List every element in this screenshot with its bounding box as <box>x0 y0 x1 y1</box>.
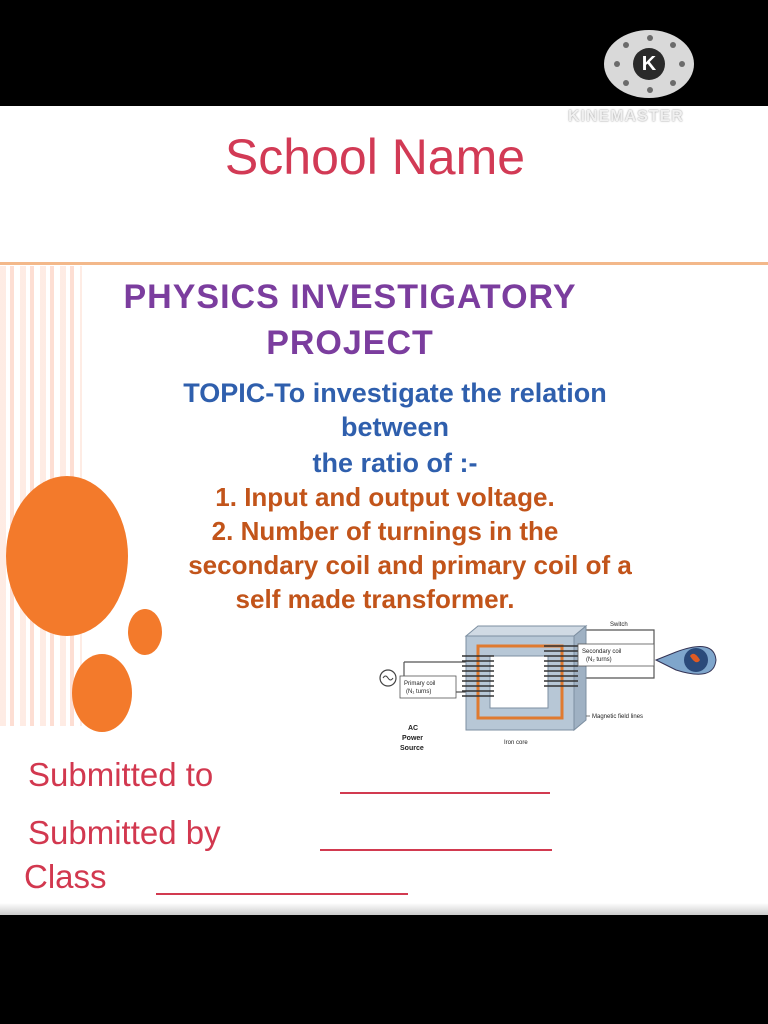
decorative-circle-medium <box>72 654 132 732</box>
submitted-by-line <box>320 849 552 851</box>
ac-label: AC <box>408 725 419 732</box>
logo-letter: K <box>633 48 665 80</box>
iron-core-label: Iron core <box>504 740 528 746</box>
primary-coil-label: Primary coil <box>404 681 436 687</box>
submitted-by-label: Submitted by <box>28 814 221 851</box>
school-name: School Name <box>224 129 526 185</box>
primary-coil-sub: (N₁ turns) <box>406 689 432 695</box>
source-label: Source <box>400 745 424 752</box>
topic-item1: 1. Input and output voltage. <box>215 482 555 512</box>
magnetic-field-label: Magnetic field lines <box>592 714 644 720</box>
power-label: Power <box>402 735 424 742</box>
submitted-to-line <box>340 792 550 794</box>
topic-item4: self made transformer. <box>235 584 515 614</box>
kinemaster-logo-icon <box>604 30 694 98</box>
topic-item3: secondary coil and primary coil of a <box>188 550 632 580</box>
page-bottom-edge <box>0 903 768 915</box>
topic-line2: between <box>340 412 450 442</box>
class-line <box>156 893 408 895</box>
secondary-coil-label: Secondary coil <box>582 649 622 655</box>
switch-label: Switch <box>610 622 628 628</box>
kinemaster-watermark: KINEMASTER <box>568 108 684 125</box>
secondary-coil-sub: (N₂ turns) <box>586 657 612 663</box>
decorative-circle-small <box>128 609 162 655</box>
topic-line3: the ratio of :- <box>312 448 478 478</box>
submitted-to-label: Submitted to <box>28 756 214 793</box>
project-title-line2: PROJECT <box>266 324 434 362</box>
topic-line1: TOPIC-To investigate the relation <box>183 378 607 408</box>
bottom-black-bar <box>0 915 768 1024</box>
header-divider <box>0 262 768 265</box>
topic-item2: 2. Number of turnings in the <box>211 516 559 546</box>
class-label: Class <box>24 858 107 895</box>
project-cover-page <box>0 106 768 915</box>
project-title-line1: PHYSICS INVESTIGATORY <box>123 278 577 316</box>
transformer-diagram <box>374 616 720 762</box>
